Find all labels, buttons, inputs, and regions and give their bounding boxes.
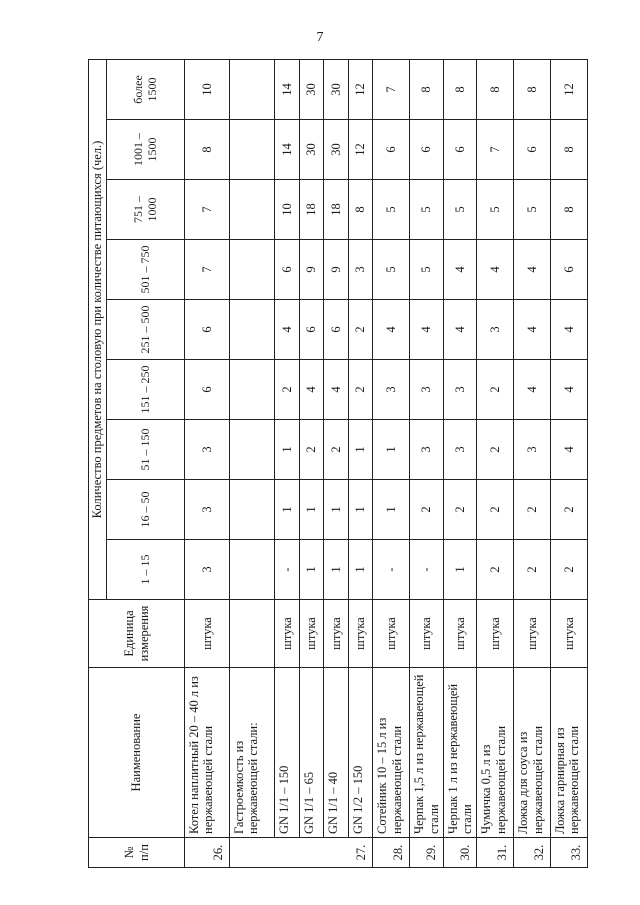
row-unit: штука — [299, 600, 324, 668]
header-range: 751 – 1000 — [107, 180, 185, 240]
header-range: 251 – 500 — [107, 300, 185, 360]
table-row — [299, 59, 324, 867]
header-range: 1001 – 1500 — [107, 120, 185, 180]
header-unit: Единица измерения — [89, 600, 185, 668]
row-value: 6 — [410, 120, 444, 180]
row-value: 4 — [514, 360, 551, 420]
row-value: 10 — [275, 180, 300, 240]
row-unit — [230, 600, 275, 668]
row-value: 6 — [324, 300, 349, 360]
row-value: 8 — [185, 120, 230, 180]
row-name: Котел наплитный 20 – 40 л из нержавеющей стали — [185, 668, 230, 838]
header-quantity-group: Количество предметов на столовую при количестве питающихся (чел.) — [89, 59, 107, 599]
table-row — [477, 59, 514, 867]
row-value: 7 — [373, 59, 410, 119]
row-value: 1 — [348, 480, 373, 540]
row-value: 7 — [185, 180, 230, 240]
row-value: 3 — [410, 360, 444, 420]
row-name: GN 1/1 – 150 — [275, 668, 300, 838]
row-value: 5 — [514, 180, 551, 240]
row-value: 5 — [373, 240, 410, 300]
row-value: 8 — [348, 180, 373, 240]
row-value: 5 — [373, 180, 410, 240]
row-value: 1 — [275, 420, 300, 480]
row-number: 32. — [514, 838, 551, 868]
row-unit: штука — [514, 600, 551, 668]
row-name: Чумичка 0,5 л из нержавеющей стали — [477, 668, 514, 838]
row-name: GN 1/1 – 40 — [324, 668, 349, 838]
row-unit: штука — [373, 600, 410, 668]
table-row — [275, 59, 300, 867]
row-value: 14 — [275, 59, 300, 119]
row-value: 4 — [514, 240, 551, 300]
row-unit: штука — [477, 600, 514, 668]
row-value: 2 — [477, 420, 514, 480]
row-value: 8 — [551, 180, 588, 240]
row-number: 33. — [551, 838, 588, 868]
row-value: 1 — [373, 480, 410, 540]
table-row — [443, 59, 477, 867]
row-unit: штука — [551, 600, 588, 668]
row-value: - — [373, 540, 410, 600]
row-value — [230, 360, 275, 420]
row-value: 9 — [299, 240, 324, 300]
row-value: 8 — [514, 59, 551, 119]
row-value — [230, 480, 275, 540]
row-value: 2 — [443, 480, 477, 540]
row-value: - — [275, 540, 300, 600]
row-value: 6 — [185, 300, 230, 360]
header-range: 151 – 250 — [107, 360, 185, 420]
row-value: 3 — [410, 420, 444, 480]
row-value: 5 — [477, 180, 514, 240]
row-value: 3 — [443, 360, 477, 420]
row-value: 3 — [185, 420, 230, 480]
header-range: более 1500 — [107, 59, 185, 119]
row-name: Черпак 1 л из нержавеющей стали — [443, 668, 477, 838]
row-value — [230, 120, 275, 180]
row-value: 30 — [324, 59, 349, 119]
row-value: 2 — [477, 540, 514, 600]
row-value: 4 — [551, 420, 588, 480]
row-value: 2 — [551, 480, 588, 540]
row-value: 3 — [185, 540, 230, 600]
row-value: 5 — [410, 240, 444, 300]
row-value: 2 — [477, 480, 514, 540]
table-row — [373, 59, 410, 867]
row-name: Сотейник 10 – 15 л из нержавеющей стали — [373, 668, 410, 838]
row-value: 4 — [410, 300, 444, 360]
row-unit: штука — [275, 600, 300, 668]
row-value: 4 — [551, 300, 588, 360]
row-value — [230, 420, 275, 480]
row-value: 6 — [373, 120, 410, 180]
row-value — [230, 300, 275, 360]
row-unit: штука — [324, 600, 349, 668]
header-name: Наименование — [89, 668, 185, 838]
equipment-table — [88, 59, 588, 868]
row-value: 4 — [275, 300, 300, 360]
row-number: 31. — [477, 838, 514, 868]
row-value: 1 — [324, 540, 349, 600]
row-value: 30 — [299, 120, 324, 180]
row-unit: штука — [348, 600, 373, 668]
row-value: 3 — [443, 420, 477, 480]
row-value: 3 — [373, 360, 410, 420]
row-value: 8 — [443, 59, 477, 119]
row-value: 2 — [477, 360, 514, 420]
row-value: 30 — [324, 120, 349, 180]
row-value: 30 — [299, 59, 324, 119]
row-value: 1 — [373, 420, 410, 480]
table-row — [185, 59, 230, 867]
table-row — [410, 59, 444, 867]
row-value: 8 — [551, 120, 588, 180]
row-value — [230, 180, 275, 240]
row-value: 6 — [275, 240, 300, 300]
row-value: 6 — [299, 300, 324, 360]
row-value: 7 — [477, 120, 514, 180]
row-name: Ложка гарнирная из нержавеющей стали — [551, 668, 588, 838]
row-value: 14 — [275, 120, 300, 180]
row-value: 1 — [348, 420, 373, 480]
row-value: 3 — [185, 480, 230, 540]
row-name: Черпак 1,5 л из нержавеющей стали — [410, 668, 444, 838]
row-value: 2 — [514, 540, 551, 600]
header-range: 16 – 50 — [107, 480, 185, 540]
row-value: 2 — [514, 480, 551, 540]
row-value: 10 — [185, 59, 230, 119]
row-value: 3 — [477, 300, 514, 360]
row-value: 18 — [299, 180, 324, 240]
table-row — [551, 59, 588, 867]
row-value: 4 — [514, 300, 551, 360]
row-value: 1 — [299, 540, 324, 600]
row-number: 28. — [373, 838, 410, 868]
row-value: 8 — [410, 59, 444, 119]
row-number: 26. — [185, 838, 230, 868]
row-value: 6 — [514, 120, 551, 180]
table-row — [348, 59, 373, 867]
row-value: 2 — [410, 480, 444, 540]
row-value: 6 — [443, 120, 477, 180]
row-value: 7 — [185, 240, 230, 300]
row-value: 1 — [299, 480, 324, 540]
row-value: 2 — [348, 360, 373, 420]
row-value: - — [410, 540, 444, 600]
header-number: № п/п — [89, 838, 185, 868]
row-value: 4 — [477, 240, 514, 300]
row-value: 12 — [348, 59, 373, 119]
row-value: 2 — [348, 300, 373, 360]
row-number: 30. — [443, 838, 477, 868]
row-value: 5 — [410, 180, 444, 240]
row-name: GN 1/1 – 65 — [299, 668, 324, 838]
row-unit: штука — [410, 600, 444, 668]
row-value: 6 — [551, 240, 588, 300]
row-value: 8 — [477, 59, 514, 119]
row-value — [230, 540, 275, 600]
row-value: 1 — [348, 540, 373, 600]
row-value: 1 — [324, 480, 349, 540]
row-value: 4 — [551, 360, 588, 420]
row-number: 27. — [230, 838, 373, 868]
row-value: 4 — [373, 300, 410, 360]
row-name: GN 1/2 – 150 — [348, 668, 373, 838]
row-unit: штука — [185, 600, 230, 668]
table-row — [324, 59, 349, 867]
row-value: 4 — [443, 300, 477, 360]
row-unit: штука — [443, 600, 477, 668]
row-value: 2 — [275, 360, 300, 420]
row-value: 9 — [324, 240, 349, 300]
row-value: 2 — [299, 420, 324, 480]
row-value: 6 — [185, 360, 230, 420]
page-number: 7 — [316, 30, 324, 45]
row-value: 12 — [551, 59, 588, 119]
row-value: 4 — [324, 360, 349, 420]
rotated-table-wrapper — [88, 60, 588, 868]
table-row — [514, 59, 551, 867]
header-range: 501 – 750 — [107, 240, 185, 300]
header-range: 1 – 15 — [107, 540, 185, 600]
row-number: 29. — [410, 838, 444, 868]
row-value — [230, 59, 275, 119]
row-value — [230, 240, 275, 300]
row-value: 1 — [275, 480, 300, 540]
row-value: 18 — [324, 180, 349, 240]
row-value: 5 — [443, 180, 477, 240]
row-value: 4 — [443, 240, 477, 300]
row-name: Гастроемкость из нержавеющей стали: — [230, 668, 275, 838]
row-value: 2 — [324, 420, 349, 480]
row-value: 1 — [443, 540, 477, 600]
row-name: Ложка для соуса из нержавеющей стали — [514, 668, 551, 838]
row-value: 3 — [514, 420, 551, 480]
row-value: 2 — [551, 540, 588, 600]
row-value: 4 — [299, 360, 324, 420]
table-row — [230, 59, 275, 867]
header-range: 51 – 150 — [107, 420, 185, 480]
row-value: 3 — [348, 240, 373, 300]
row-value: 12 — [348, 120, 373, 180]
